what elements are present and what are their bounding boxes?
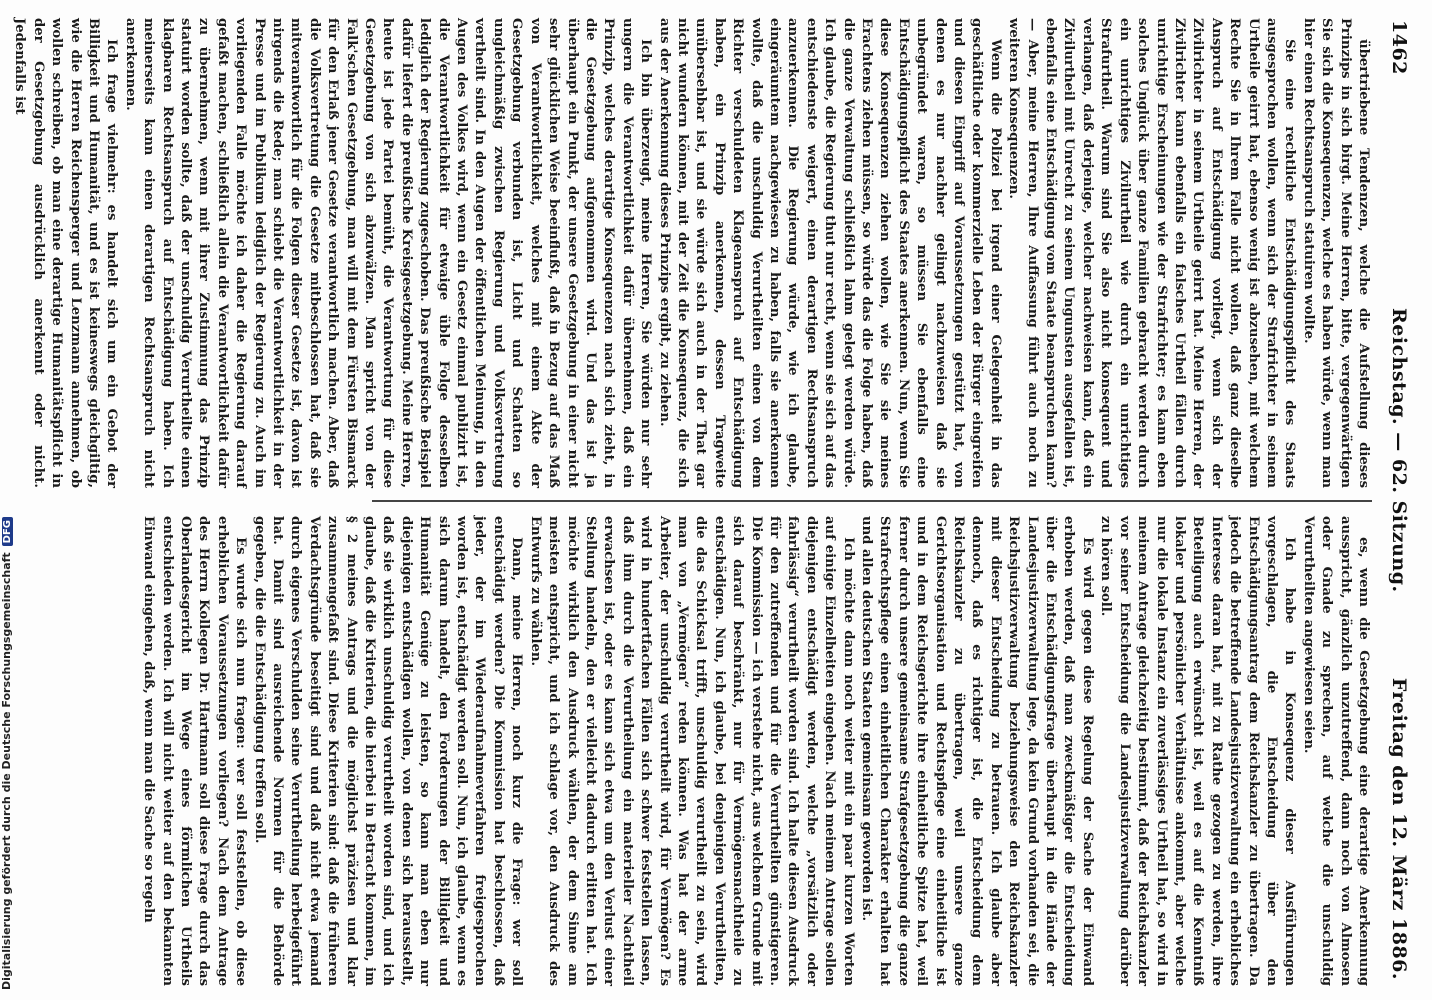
paragraph: Wenn die Polizei bei irgend einer Gelegenheit in das geschäftliche oder kommerzielle Leben der Bürger eingreifen und diesen Eingriff auf Voraussetzungen gestützt hat, von denen es nur nachher gelingt nachzuweisen daß sie unbegründet waren, so müssen Sie ebenfalls eine Entschädigungspflicht des Staates anerkennen. Nun, wenn Sie diese Konsequenzen ziehen wollen, wie Sie sie meines Erachtens ziehen müssen, so würde das die Folge haben, daß die ganze Verwaltung schließlich lahm gelegt werden würde. Ich glaube, die Regierung thut nur recht, wenn sie sich auf das entschiedenste weigert, einen derartigen Rechtsanspruch anzuerkennen. Die Regierung würde, wie ich glaube, eingeräumtem nachgewiesen zu haben, falls sie anerkennen wollte, daß die unschuldig Verurtheilten einen von dem Richter verschuldeten Klageanspruch auf Entschädigung haben, ein Prinzip anerkennen, dessen Tragweite unübersehbar ist, und sie würde sich auch in der That gar nicht wundern können, mit der Zeit die Konsequenz, die sich aus der Anerkennung dieses Prinzips ergibt, zu ziehen. xyxy=(656,18,1003,488)
session-title: Reichstag. — 62. Sitzung. xyxy=(1388,308,1410,593)
paragraph: Ich möchte dann noch weiter mit ein paar kurzen Worten auf einige Einzelheiten eingehen. Nach meinem Antrage sollen diejenigen entschädigt werden, welche „vorsätzlich oder fahrlässig“ verurtheilt worden sind. Ich halte diesen Ausdruck für den zutreffenden und für die Verurtheilten günstigeren. Die Kommission — ich verstehe nicht, aus welchem Grunde mit sich darauf beschränkt, nur für Vermögensnachtheile zu entschädigen. Nun, ich glaube, bei denjenigen Verurtheilten, die das Schicksal trifft, unschuldig verurtheilt zu sein, wird man von „Vermögen“ reden können. Was hat der arme Arbeiter, der unschuldig verurtheilt wird, für Vermögen? Es wird in hundertfachen Fällen sich schwer feststellen lassen, daß ihm durch die Verurtheilung ein materieller Nachtheil erwachsen ist, oder es kann sich etwa um den Verlust einer Stellung handeln, den er vielleicht dadurch erlitten hat. Ich möchte wirklich den Ausdruck wählen, der dem Sinne am meisten entspricht, und ich schlage vor, den Ausdruck des Entwurfs zu wählen. xyxy=(527,516,856,986)
digitization-credit-text: Digitalisierung gefördert durch die Deutsche Forschungsgemeinschaft xyxy=(0,552,13,990)
session-date: Freitag den 12. März 1886. xyxy=(1388,677,1410,980)
left-column xyxy=(12,18,1372,488)
right-column xyxy=(141,516,1372,986)
paragraph: Ich frage vielmehr: es handelt sich um ein Gebot der Billigkeit und Humanität, und es ist keineswegs gleichgiltig, wie die Herren Reichensperger und Lenzmann annehmen, ob wollen schreiben, ob man eine derartige Humanitätspflicht in der Gesetzgebung ausdrücklich anerkennt oder nicht. Jedenfalls ist xyxy=(12,18,120,488)
dfg-logo-icon: DFG xyxy=(2,517,13,546)
paragraph: übertriebene Tendenzen, welche die Aufstellung dieses Prinzips in sich birgt. Meine Herren, bitte, vergegenwärtigen Sie sich die Konsequenzen, welche es haben würde, wenn man hier einen Rechtsanspruch statuiren wollte. xyxy=(1300,18,1371,488)
paragraph: Dann, meine Herren, noch kurz die Frage: wer soll entschädigt werden? Die Kommission hat beschlossen, daß jeder, der im Wiederaufnahmeverfahren freigesprochen worden ist, entschädigt werden soll. Nun, ich glaube, wenn es sich darum handelt, den Forderungen der Billigkeit und Humanität Genüge zu leisten, so kann man eben nur diejenigen entschädigen wollen, von denen sich herausstellt, daß sie wirklich unschuldig verurtheilt worden sind, und ich glaube, daß die Kriterien, die hierbei in Betracht kommen, im § 2 meines Antrags und die möglichst präzisen und klar zusammengefaßt sind. Diese Kriterien sind: daß die früheren Verdachtsgründe beseitigt sind und daß nicht etwa jemand durch eigenes Verschulden seine Verurtheilung herbeigeführt hat. Damit sind ausreichende Normen für die Behörde gegeben, die die Entschädigung treffen soll. xyxy=(251,516,525,986)
page-number: 1462 xyxy=(1388,20,1410,75)
paragraph: Es wird gegen diese Regelung der Sache der Einwand erhoben werden, daß man zweckmäßiger die Entscheidung über die Entschädigungsfrage überhaupt in die Hände der Landesjustizverwaltung lege, da kein Grund vorhanden sei, die Reichsjustizverwaltung beziehungsweise den Reichskanzler mit dieser Entscheidung zu betrauen. Ich glaube aber dennoch, daß es richtiger ist, die Entscheidung dem Reichskanzler zu übertragen, weil unsere ganze Gerichtsorganisation und Rechtspflege eine einheitliche ist und in dem Reichsgerichte ihre einheitliche Spitze hat, weil ferner durch unsere gemeinsame Strafgesetzgebung die ganze Strafrechtspflege einen einheitlichen Charakter erhalten hat und allen deutschen Staaten gemeinsam geworden ist. xyxy=(859,516,1095,986)
column-divider xyxy=(372,500,1372,502)
paragraph: Sie eine rechtliche Entschädigungspflicht des Staats ausgesprochen wollen, wenn sich der Strafrichter in seinem Urtheile geirrt hat, ebenso wenig ist abzusehen, mit welchem Rechte Sie in Ihrem Falle nicht wollen, daß ganz dieselbe Anspruch auf Entschädigung vorliegt, wenn sich der Zivilrichter in seinem Urtheile geirrt hat. Meine Herren, der Zivilrichter kann ebenfalls ein falsches Urtheil fällen durch unrichtige Erscheinungen wie der Strafrichter; es kann eben solches Unglück über ganze Familien gebracht werden durch ein unrichtiges Zivilurtheil wie durch ein unrichtiges Strafurtheil. Warum sind Sie also nicht konsequent und verlangen, daß derjenige, welcher nachweisen kann, daß ein Zivilurtheil mit Unrecht zu seinem Ungunsten ausgefallen ist, ebenfalls eine Entschädigung vom Staate beanspruchen kann? — Aber, meine Herren, Ihre Auffassung führt auch noch zu weiteren Konsequenzen. xyxy=(1006,18,1298,488)
paragraph: Ich bin überzeugt, meine Herren, Sie würden nur sehr ungern die Verantwortlichkeit dafür übernehmen, daß ein Prinzip, welches derartige Konsequenzen nach sich zieht, in die Gesetzgebung aufgenommen wird. Und das ist ja überhaupt ein Punkt, der unsere Gesetzgebung in einer nicht sehr glücklichen Weise beeinflußt, daß in Bezug auf das Maß von Verantwortlichkeit, welches mit einem Akte der Gesetzgebung verbunden ist, Licht und Schatten so ungleichmäßig zwischen Regierung und Volksvertretung vertheilt sind. In den Augen der öffentlichen Meinung, in den Augen des Volkes wird, wenn ein Gesetz einmal publizirt ist, die Verantwortlichkeit für etwaige üble Folge desselben lediglich der Regierung zugeschoben. Das preußische Beispiel dafür liefert die preußische Kreisgesetzgebung. Meine Herren, heute ist jede Partei bemüht, die Verantwortung für diese Gesetzgebung von sich abzuwälzen. Man spricht von der Falk'schen Gesetzgebung, man will mit dem Fürsten Bismarck für den Erlaß jener Gesetze verantwortlich machen. Aber, daß die Volksvertretung die Gesetze mitbeschlossen hat, daß sie mitverantwortlich für die Folgen dieser Gesetze ist, davon ist nirgends die Rede; man schiebt die Verantwortlichkeit in der Presse und im Publikum lediglich der Regierung zu. Auch im vorliegenden Falle möchte ich daher die Regierung darauf gefaßt machen, schließlich allein die Verantwortlichkeit dafür zu übernehmen, wenn mit ihrer Zustimmung das Prinzip statuirt worden sollte, daß der unschuldig Verurtheilte einen klagbaren Rechtsanspruch auf Entschädigung haben. Ich meinerseits kann einen derartigen Rechtsanspruch nicht anerkennen. xyxy=(122,18,654,488)
rotated-page xyxy=(12,0,1416,990)
page-header xyxy=(1380,20,1410,980)
paragraph: Es wurde sich nun fragen: wer soll feststellen, ob diese erheblichen Voraussetzungen vorliegen? Nach dem Antrage des Herrn Kollegen Dr. Hartmann soll diese Frage durch das Oberlandesgericht im Wege eines förmlichen Urtheils entschieden werden. Ich will nicht weiter auf den bekannten Einwand eingehen, daß, wenn man die Sache so regeln xyxy=(141,516,249,986)
paragraph: Ich habe in Konsequenz dieser Ausführungen vorgeschlagen, die Entscheidung über den Entschädigungsantrag dem Reichskanzler zu übertragen. Da jedoch die betreffende Landesjustizverwaltung ein erhebliches Interesse daran hat, mit zu Rathe gezogen zu werden, ihre Beteiligung auch erwünscht ist, weil es auf die Kenntniß lokaler und persönlicher Verhältnisse ankommt, aber welche nur die lokale Instanz ein zuverlässiges Urtheil hat, so wird in meinem Antrage gleichzeitig bestimmt, daß der Reichskanzler vor seiner Entscheidung die Landesjustizverwaltung darüber zu hören soll. xyxy=(1098,516,1298,986)
paragraph: es, wenn die Gesetzgebung eine derartige Anerkennung ausspricht, gänzlich unzutreffend, dann noch von Almosen oder Gnade zu sprechen, auf welche die unschuldig Verurtheilten angewiesen seien. xyxy=(1300,516,1371,986)
